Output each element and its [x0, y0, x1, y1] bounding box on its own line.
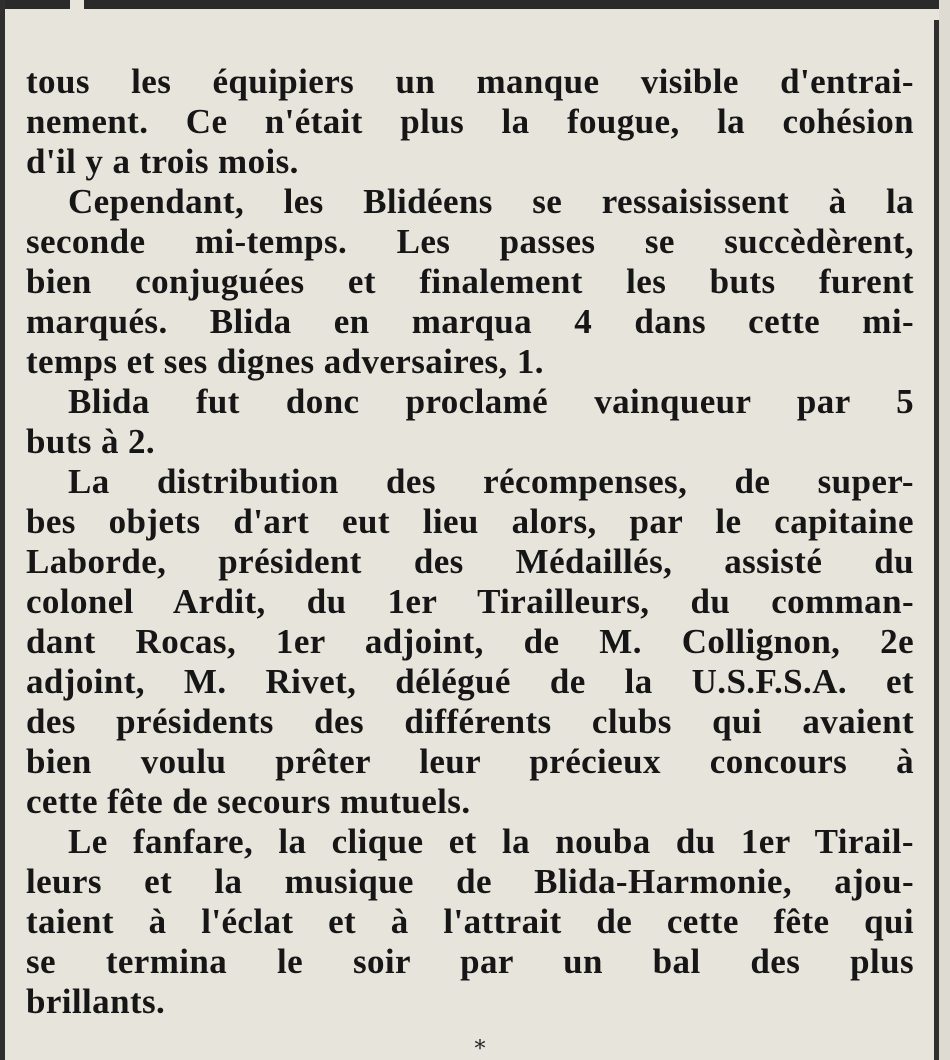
- text-line: marqués. Blida en marqua 4 dans cette mi-: [26, 302, 914, 341]
- paragraph-start-line: Le fanfare, la clique et la nouba du 1er Tirail-: [68, 822, 914, 861]
- text-line: bes objets d'art eut lieu alors, par le capitaine: [26, 502, 914, 541]
- text-line: temps et ses dignes adversaires, 1.: [26, 342, 544, 381]
- text-line: leurs et la musique de Blida-Harmonie, ajou-: [26, 862, 914, 901]
- text-line: tous les équipiers un manque visible d'entrai-: [26, 62, 914, 101]
- text-line: d'il y a trois mois.: [26, 142, 299, 181]
- text-line: cette fête de secours mutuels.: [26, 782, 471, 821]
- article-text: [26, 62, 914, 1022]
- text-line: seconde mi-temps. Les passes se succèdèrent,: [26, 222, 914, 261]
- text-line: nement. Ce n'était plus la fougue, la cohésion: [26, 102, 914, 141]
- top-rule-break: [70, 0, 84, 9]
- text-line: bien voulu prêter leur précieux concours à: [26, 742, 914, 781]
- top-border-rule: [0, 0, 950, 9]
- text-line: se termina le soir par un bal des plus: [26, 942, 914, 981]
- text-line: bien conjuguées et finalement les buts furent: [26, 262, 914, 301]
- text-line: buts à 2.: [26, 422, 156, 461]
- left-column-rule: [0, 0, 5, 1060]
- text-line: colonel Ardit, du 1er Tirailleurs, du comman-: [26, 582, 914, 621]
- text-line: dant Rocas, 1er adjoint, de M. Collignon, 2e: [26, 622, 914, 661]
- text-line: brillants.: [26, 982, 166, 1021]
- paragraph-start-line: Blida fut donc proclamé vainqueur par 5: [68, 382, 914, 421]
- section-ornament-icon: *: [474, 1037, 486, 1060]
- text-line: Laborde, président des Médaillés, assisté du: [26, 542, 914, 581]
- text-line: des présidents des différents clubs qui avaient: [26, 702, 914, 741]
- text-line: adjoint, M. Rivet, délégué de la U.S.F.S.A. et: [26, 662, 914, 701]
- right-margin: [939, 0, 950, 1060]
- text-line: taient à l'éclat et à l'attrait de cette fête qui: [26, 902, 914, 941]
- paragraph-start-line: Cependant, les Blidéens se ressaisissent à la: [68, 182, 914, 221]
- paragraph-start-line: La distribution des récompenses, de super-: [68, 462, 914, 501]
